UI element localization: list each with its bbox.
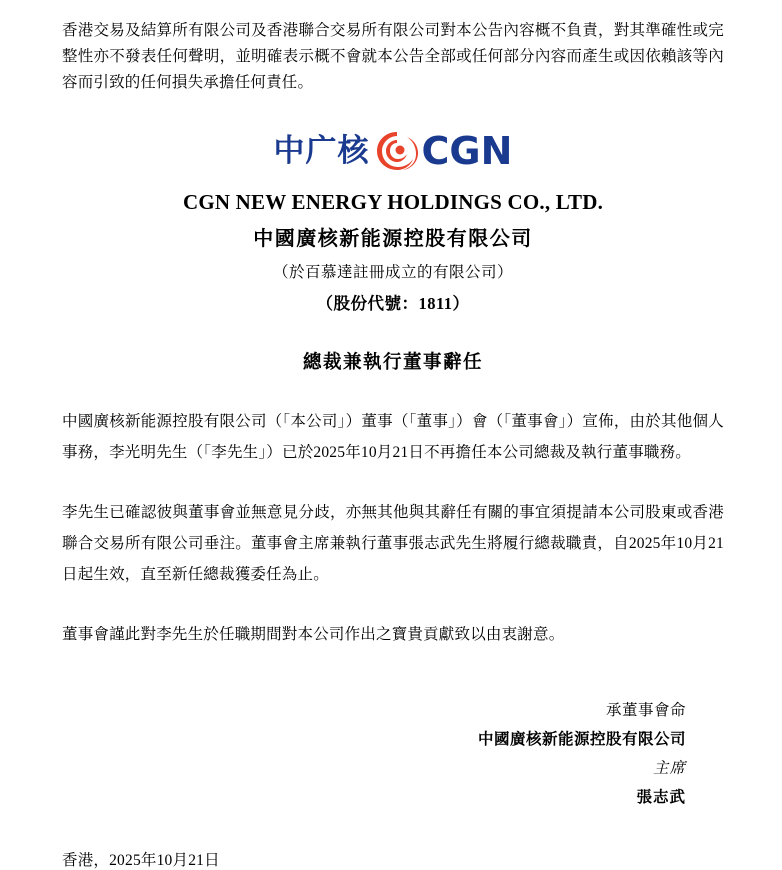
company-name-english: CGN NEW ENERGY HOLDINGS CO., LTD. (182, 190, 604, 214)
body-paragraph: 董事會謹此對李先生於任職期間對本公司作出之寶貴貢獻致以由衷謝意。 (62, 626, 565, 643)
signature-name: 張志武 (636, 789, 686, 806)
cgn-swirl-icon (374, 129, 420, 173)
logo-chinese-mark: 中广核 (273, 132, 370, 169)
signature-company: 中國廣核新能源控股有限公司 (477, 731, 686, 748)
by-order-line: 承董事會命 (605, 702, 686, 719)
stock-code: （股份代號：1811） (316, 294, 470, 313)
company-logo (62, 122, 724, 180)
logo-english-mark: CGN (421, 129, 513, 173)
page-title: 總裁兼執行董事辭任 (302, 353, 483, 373)
signature-role: 主席 (652, 760, 686, 777)
place-and-date: 香港，2025年10月21日 (62, 852, 220, 869)
body-paragraph: 李先生已確認彼與董事會並無意見分歧，亦無其他與其辭任有關的事宜須提請本公司股東或香港聯合交易所有限公司垂注。董事會主席兼執行董事張志武先生將履行總裁職責，自2025年10月21日起生效，直至新任總裁獲委任為止。 (62, 504, 724, 583)
company-name-chinese: 中國廣核新能源控股有限公司 (253, 228, 533, 250)
hkex-disclaimer: 香港交易及結算所有限公司及香港聯合交易所有限公司對本公告內容概不負責，對其準確性或完整性亦不發表任何聲明，並明確表示概不會就本公告全部或任何部分內容而產生或因依賴該等內容而引致的任何損失承擔任何責任。 (62, 22, 724, 91)
incorporation-note: （於百慕達註冊成立的有限公司） (272, 264, 513, 281)
body-paragraph: 中國廣核新能源控股有限公司（「本公司」）董事（「董事」）會（「董事會」）宣佈，由於其他個人事務，李光明先生（「李先生」）已於2025年10月21日不再擔任本公司總裁及執行董事職務。 (62, 413, 724, 461)
